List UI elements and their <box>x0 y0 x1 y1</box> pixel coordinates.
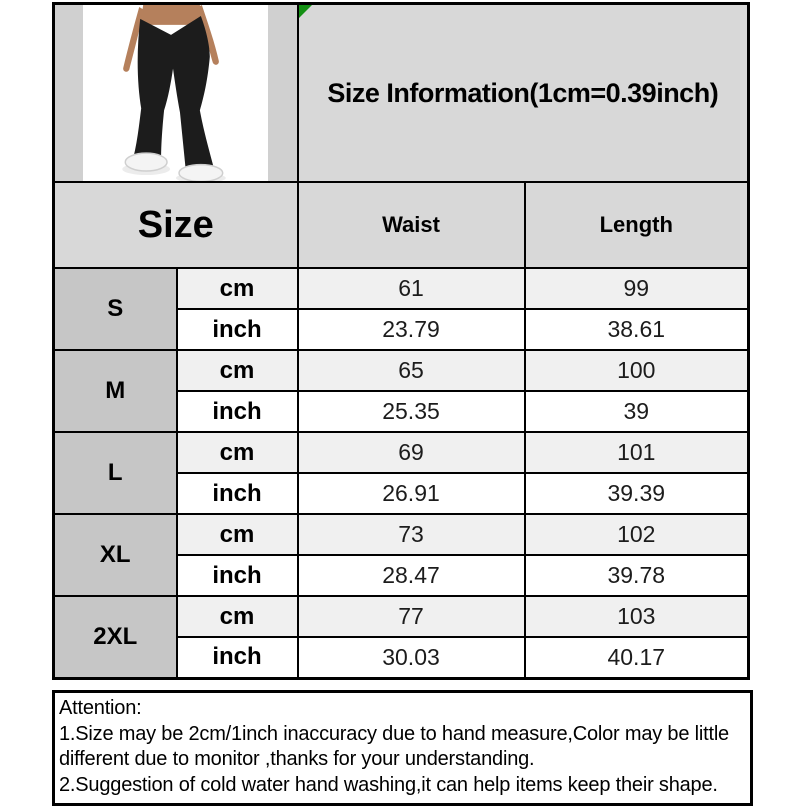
waist-value: 69 <box>298 432 525 473</box>
length-value: 100 <box>525 350 749 391</box>
unit-inch: inch <box>177 555 298 596</box>
header-size: Size <box>54 182 298 268</box>
attention-line-3: 2.Suggestion of cold water hand washing,it can help items keep their shape. <box>59 773 718 796</box>
table-row <box>54 514 749 555</box>
waist-value: 26.91 <box>298 473 525 514</box>
table-row <box>54 596 749 637</box>
shoe-left <box>126 153 168 171</box>
unit-cm: cm <box>177 432 298 473</box>
length-value: 102 <box>525 514 749 555</box>
size-table <box>52 2 750 680</box>
page-title: Size Information(1cm=0.39inch) <box>327 77 719 108</box>
unit-inch: inch <box>177 637 298 678</box>
title-cell <box>298 4 749 183</box>
waist-value: 65 <box>298 350 525 391</box>
header-waist: Waist <box>298 182 525 268</box>
unit-cm: cm <box>177 514 298 555</box>
length-value: 39 <box>525 391 749 432</box>
shoe-right <box>179 165 223 181</box>
waist-value: 30.03 <box>298 637 525 678</box>
length-value: 103 <box>525 596 749 637</box>
size-label-m: M <box>54 350 177 432</box>
length-value: 38.61 <box>525 309 749 350</box>
size-label-xl: XL <box>54 514 177 596</box>
size-label-2xl: 2XL <box>54 596 177 678</box>
unit-cm: cm <box>177 596 298 637</box>
unit-cm: cm <box>177 268 298 309</box>
length-value: 101 <box>525 432 749 473</box>
unit-inch: inch <box>177 309 298 350</box>
header-row <box>54 182 749 268</box>
length-value: 39.39 <box>525 473 749 514</box>
product-photo <box>83 5 268 181</box>
length-value: 40.17 <box>525 637 749 678</box>
table-row <box>54 268 749 309</box>
waist-value: 23.79 <box>298 309 525 350</box>
size-label-s: S <box>54 268 177 350</box>
title-row <box>54 4 749 183</box>
attention-line-2: different due to monitor ,thanks for your understanding. <box>59 748 535 770</box>
length-value: 39.78 <box>525 555 749 596</box>
green-corner-marker-icon <box>299 5 312 18</box>
size-label-l: L <box>54 432 177 514</box>
waist-value: 61 <box>298 268 525 309</box>
unit-inch: inch <box>177 473 298 514</box>
attention-note-box <box>52 690 753 806</box>
waist-value: 77 <box>298 596 525 637</box>
table-row <box>54 350 749 391</box>
unit-cm: cm <box>177 350 298 391</box>
waist-value: 25.35 <box>298 391 525 432</box>
leggings-illustration <box>83 5 268 181</box>
product-photo-cell <box>54 4 298 183</box>
table-row <box>54 432 749 473</box>
attention-heading: Attention: <box>59 697 142 719</box>
waist-value: 28.47 <box>298 555 525 596</box>
attention-line-1: 1.Size may be 2cm/1inch inaccuracy due to hand measure,Color may be little <box>59 722 729 745</box>
length-value: 99 <box>525 268 749 309</box>
header-length: Length <box>525 182 749 268</box>
unit-inch: inch <box>177 391 298 432</box>
waist-value: 73 <box>298 514 525 555</box>
